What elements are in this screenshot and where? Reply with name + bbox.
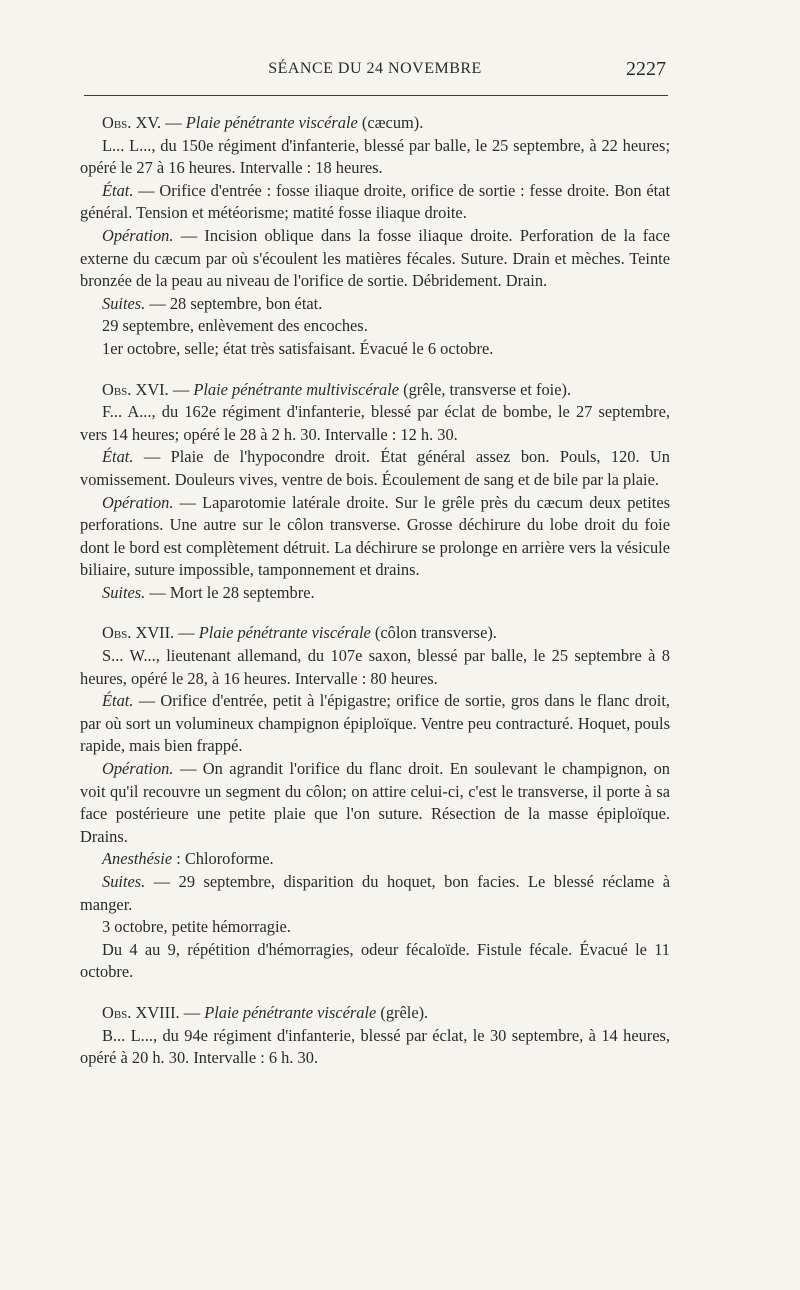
- observation-xvi: [80, 379, 670, 605]
- running-header: [80, 58, 670, 86]
- running-title: SÉANCE DU 24 NOVEMBRE: [268, 60, 482, 77]
- paragraph-text: 3 octobre, petite hémorragie.: [102, 917, 291, 937]
- paragraph-text: — Mort le 28 septembre.: [145, 582, 315, 602]
- paragraph-text: — Incision oblique dans la fosse iliaque droite. Perforation de la face externe du cæcum par où s'écoulent les matières fécales. Suture. Drain et mèches. Teinte bronzée de la peau au niveau de l'orifice de sortie. Débridement. Drain.: [80, 225, 670, 291]
- wound-detail: (côlon transverse).: [370, 623, 497, 643]
- section-label: Opération.: [102, 225, 174, 245]
- title-dash: —: [168, 379, 194, 399]
- paragraph-text: — Orifice d'entrée : fosse iliaque droite, orifice de sortie : fesse droite. Bon état général. Tension et météorisme; matité fosse iliaque droite.: [80, 180, 670, 223]
- followup-paragraph: [80, 939, 670, 984]
- paragraph-text: — 28 septembre, bon état.: [145, 293, 323, 313]
- document-body: [80, 112, 670, 1070]
- section-label: Opération.: [102, 759, 174, 779]
- paragraph-text: F... A..., du 162e régiment d'infanterie, blessé par éclat de bombe, le 27 septembre, vers 14 heures; opéré le 28 à 2 h. 30. Intervalle : 12 h. 30.: [80, 402, 670, 444]
- paragraph-text: 1er octobre, selle; état très satisfaisant. Évacué le 6 octobre.: [102, 338, 494, 358]
- section-label: Opération.: [102, 492, 174, 512]
- etat-paragraph: [80, 690, 670, 758]
- observation-xviii: [80, 1002, 670, 1070]
- section-label: Anesthésie: [102, 849, 173, 869]
- observation-number: Obs. XVIII.: [102, 1002, 180, 1022]
- paragraph-text: — 29 septembre, disparition du hoquet, bon facies. Le blessé réclame à manger.: [80, 872, 670, 914]
- suites-paragraph: [80, 582, 670, 605]
- paragraph-text: : Chloroforme.: [172, 849, 274, 869]
- paragraph-text: — On agrandit l'orifice du flanc droit. En soulevant le champignon, on voit qu'il recouvre un segment du côlon; on attire celui-ci, c'est le transverse, il porte à sa face postérieure une petite plaie que l'on suture. Résection de la masse épiploïque. Drains.: [80, 759, 670, 846]
- observation-number: Obs. XVI.: [102, 379, 169, 399]
- case-paragraph: [80, 645, 670, 690]
- etat-paragraph: [80, 180, 670, 225]
- wound-type: Plaie pénétrante viscérale: [198, 623, 371, 643]
- section-label: Suites.: [102, 582, 146, 602]
- operation-paragraph: [80, 492, 670, 582]
- observation-number: Obs. XV.: [102, 113, 162, 132]
- paragraph-text: B... L..., du 94e régiment d'infanterie, blessé par éclat, le 30 septembre, à 14 heures, opéré à 20 h. 30. Intervalle : 6 h. 30.: [80, 1025, 670, 1068]
- observation-title: [80, 379, 670, 402]
- paragraph-text: — Plaie de l'hypocondre droit. État général assez bon. Pouls, 120. Un vomissement. Douleurs vives, ventre de bois. Écoulement de sang et de bile par la plaie.: [80, 447, 670, 489]
- case-paragraph: [80, 135, 670, 180]
- case-paragraph: [80, 1025, 670, 1070]
- case-paragraph: [80, 401, 670, 446]
- followup-paragraph: [80, 916, 670, 939]
- title-dash: —: [161, 113, 186, 132]
- section-label: Suites.: [102, 293, 146, 313]
- title-dash: —: [174, 623, 199, 643]
- paragraph-text: L... L..., du 150e régiment d'infanterie, blessé par balle, le 25 septembre, à 22 heures; opéré le 27 à 16 heures. Intervalle : 18 heures.: [80, 135, 670, 178]
- observation-title: [80, 1002, 670, 1025]
- followup-paragraph: [80, 338, 670, 361]
- observation-title: [80, 622, 670, 645]
- section-label: Suites.: [102, 872, 146, 891]
- paragraph-text: S... W..., lieutenant allemand, du 107e saxon, blessé par balle, le 25 septembre à 8 heures, opéré le 28, à 16 heures. Intervalle : 80 heures.: [80, 646, 670, 688]
- observation-number: Obs. XVII.: [102, 623, 175, 643]
- section-label: État.: [102, 691, 134, 711]
- wound-type: Plaie pénétrante viscérale: [204, 1002, 377, 1022]
- paragraph-text: 29 septembre, enlèvement des encoches.: [102, 316, 368, 336]
- wound-detail: (grêle).: [376, 1002, 429, 1022]
- observation-title: [80, 112, 670, 135]
- followup-paragraph: [80, 315, 670, 338]
- observation-xv: [80, 112, 670, 361]
- anesthesia-paragraph: [80, 848, 670, 871]
- operation-paragraph: [80, 758, 670, 848]
- observation-xvii: [80, 622, 670, 984]
- paragraph-text: — Orifice d'entrée, petit à l'épigastre; orifice de sortie, gros dans le flanc droit, par où sort un volumineux champignon épiploïque. Ventre peu contracturé. Hoquet, pouls rapide, mais bien frappé.: [80, 691, 670, 756]
- header-rule: [84, 95, 668, 96]
- paragraph-text: — Laparotomie latérale droite. Sur le grêle près du cæcum deux petites perforations. Une autre sur le côlon transverse. Grosse déchirure du lobe droit du foie dont le bord est complètement détruit. La déchirure se prolonge en arrière vers la vésicule biliaire, suture impossible, tamponnement et drains.: [80, 492, 670, 580]
- section-label: État.: [102, 447, 134, 467]
- wound-type: Plaie pénétrante viscérale: [185, 113, 358, 132]
- title-dash: —: [179, 1002, 205, 1022]
- page-number: 2227: [626, 58, 666, 80]
- wound-detail: (grêle, transverse et foie).: [399, 379, 572, 399]
- paragraph-text: Du 4 au 9, répétition d'hémorragies, odeur fécaloïde. Fistule fécale. Évacué le 11 octobre.: [80, 939, 670, 982]
- suites-paragraph: [80, 871, 670, 916]
- etat-paragraph: [80, 446, 670, 491]
- suites-paragraph: [80, 293, 670, 316]
- wound-detail: (cæcum).: [357, 113, 424, 132]
- wound-type: Plaie pénétrante multiviscérale: [193, 379, 400, 399]
- operation-paragraph: [80, 225, 670, 293]
- section-label: État.: [102, 180, 134, 200]
